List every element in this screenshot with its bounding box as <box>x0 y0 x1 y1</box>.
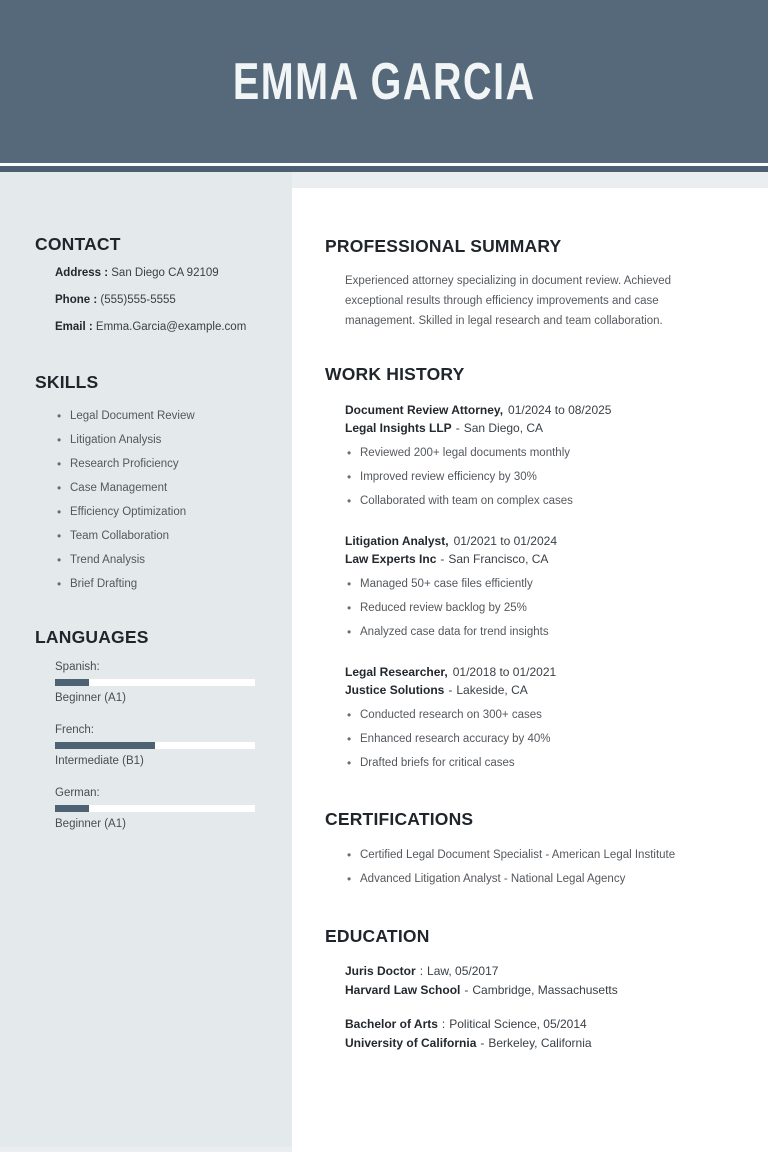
contact-email-label: Email : <box>55 321 93 333</box>
contact-phone-label: Phone : <box>55 294 98 306</box>
languages-section <box>35 627 268 831</box>
professional-summary-title: PROFESSIONAL SUMMARY <box>325 236 562 256</box>
certification-item: • Certified Legal Document Specialist - American Legal Institute <box>347 849 732 862</box>
separator: - <box>440 552 445 566</box>
skill-item: • Team Collaboration <box>57 530 268 543</box>
education-title: EDUCATION <box>325 926 430 946</box>
skill-item: • Trend Analysis <box>57 554 268 567</box>
job-dates: 01/2018 to 01/2021 <box>452 665 557 679</box>
job-bullet: • Reduced review backlog by 25% <box>347 602 732 615</box>
job-bullet: • Reviewed 200+ legal documents monthly <box>347 447 732 460</box>
job-company: Law Experts Inc <box>345 552 437 566</box>
language-level-label: Beginner (A1) <box>55 692 126 704</box>
degree-detail: Political Science, 05/2014 <box>449 1017 587 1031</box>
job-title-line <box>345 532 732 550</box>
skill-item: • Efficiency Optimization <box>57 506 268 519</box>
work-history-section <box>325 364 732 770</box>
job-bullet-list <box>345 447 732 508</box>
separator: : <box>441 1017 446 1031</box>
job-company: Justice Solutions <box>345 683 445 697</box>
sidebar <box>0 172 292 1147</box>
separator: : <box>419 964 424 978</box>
skill-item: • Legal Document Review <box>57 410 268 423</box>
header-banner <box>0 0 768 163</box>
language-level-bar <box>55 679 255 686</box>
job-bullet: • Enhanced research accuracy by 40% <box>347 733 732 746</box>
language-level-label: Intermediate (B1) <box>55 755 144 767</box>
language-level-bar-fill <box>55 742 155 749</box>
job-entry-3 <box>325 663 732 770</box>
professional-summary-text: Experienced attorney specializing in document review. Achieved exceptional results through efficiency improvements and case management. Skilled in legal research and team collaboration. <box>345 275 672 327</box>
education-section <box>325 926 732 1053</box>
degree-school-line <box>345 1034 732 1053</box>
job-bullet: • Analyzed case data for trend insights <box>347 626 732 639</box>
separator: - <box>464 983 469 997</box>
school-name: Harvard Law School <box>345 983 461 997</box>
skill-item: • Brief Drafting <box>57 578 268 591</box>
language-level-label: Beginner (A1) <box>55 818 126 830</box>
content-area <box>0 172 768 1152</box>
degree-title-line <box>345 1015 732 1034</box>
school-location: Cambridge, Massachusetts <box>472 983 618 997</box>
separator: - <box>455 421 460 435</box>
job-company-line <box>345 550 732 568</box>
skill-item: • Litigation Analysis <box>57 434 268 447</box>
certifications-section <box>325 809 732 886</box>
contact-phone-value: (555)555-5555 <box>100 294 176 306</box>
language-item-german <box>35 786 268 831</box>
job-bullet: • Improved review efficiency by 30% <box>347 471 732 484</box>
language-item-spanish <box>35 660 268 705</box>
degree-name: Juris Doctor <box>345 964 416 978</box>
job-bullet-list <box>345 709 732 770</box>
skills-section <box>35 372 268 591</box>
job-bullet: • Conducted research on 300+ cases <box>347 709 732 722</box>
job-title-line <box>345 663 732 681</box>
job-company-line <box>345 419 732 437</box>
contact-email-value: Emma.Garcia@example.com <box>95 321 247 333</box>
job-dates: 01/2024 to 08/2025 <box>508 403 612 417</box>
language-level-bar-fill <box>55 805 89 812</box>
certification-item: • Advanced Litigation Analyst - National Legal Agency <box>347 873 732 886</box>
degree-entry-2 <box>325 1015 732 1053</box>
language-name: Spanish: <box>55 661 100 673</box>
language-level-bar <box>55 742 255 749</box>
contact-title: CONTACT <box>35 234 121 254</box>
job-bullet-list <box>345 578 732 639</box>
job-location: San Diego, CA <box>463 421 544 435</box>
certifications-title: CERTIFICATIONS <box>325 809 474 829</box>
degree-title-line <box>345 962 732 981</box>
school-location: Berkeley, California <box>488 1036 592 1050</box>
skill-item: • Case Management <box>57 482 268 495</box>
skills-title: SKILLS <box>35 372 99 392</box>
job-bullet: • Managed 50+ case files efficiently <box>347 578 732 591</box>
job-location: Lakeside, CA <box>456 683 528 697</box>
language-item-french <box>35 723 268 768</box>
school-name: University of California <box>345 1036 477 1050</box>
separator: - <box>448 683 453 697</box>
language-level-bar-fill <box>55 679 89 686</box>
job-dates: 01/2021 to 01/2024 <box>453 534 557 548</box>
degree-detail: Law, 05/2017 <box>427 964 499 978</box>
contact-section <box>35 234 268 334</box>
job-bullet: • Collaborated with team on complex cases <box>347 495 732 508</box>
job-entry-1 <box>325 401 732 508</box>
job-entry-2 <box>325 532 732 639</box>
degree-entry-1 <box>325 962 732 1000</box>
language-name: German: <box>55 787 100 799</box>
contact-address-label: Address : <box>55 267 109 279</box>
job-role: Legal Researcher, <box>345 665 448 679</box>
job-bullet: • Drafted briefs for critical cases <box>347 757 732 770</box>
work-history-title: WORK HISTORY <box>325 364 465 384</box>
job-location: San Francisco, CA <box>448 552 549 566</box>
contact-phone-row <box>35 294 268 307</box>
job-role: Litigation Analyst, <box>345 534 449 548</box>
certifications-list <box>325 849 732 886</box>
separator: - <box>480 1036 485 1050</box>
skills-list <box>35 410 268 591</box>
professional-summary-section <box>325 236 732 331</box>
person-name: EMMA GARCIA <box>232 52 536 111</box>
main-column <box>292 188 768 1152</box>
language-name: French: <box>55 724 94 736</box>
skill-item: • Research Proficiency <box>57 458 268 471</box>
contact-address-row <box>35 267 268 280</box>
contact-email-row <box>35 321 268 334</box>
contact-address-value: San Diego CA 92109 <box>111 267 219 279</box>
degree-school-line <box>345 981 732 1000</box>
job-role: Document Review Attorney, <box>345 403 504 417</box>
job-company: Legal Insights LLP <box>345 421 452 435</box>
languages-title: LANGUAGES <box>35 627 149 647</box>
degree-name: Bachelor of Arts <box>345 1017 438 1031</box>
language-level-bar <box>55 805 255 812</box>
job-title-line <box>345 401 732 419</box>
job-company-line <box>345 681 732 699</box>
